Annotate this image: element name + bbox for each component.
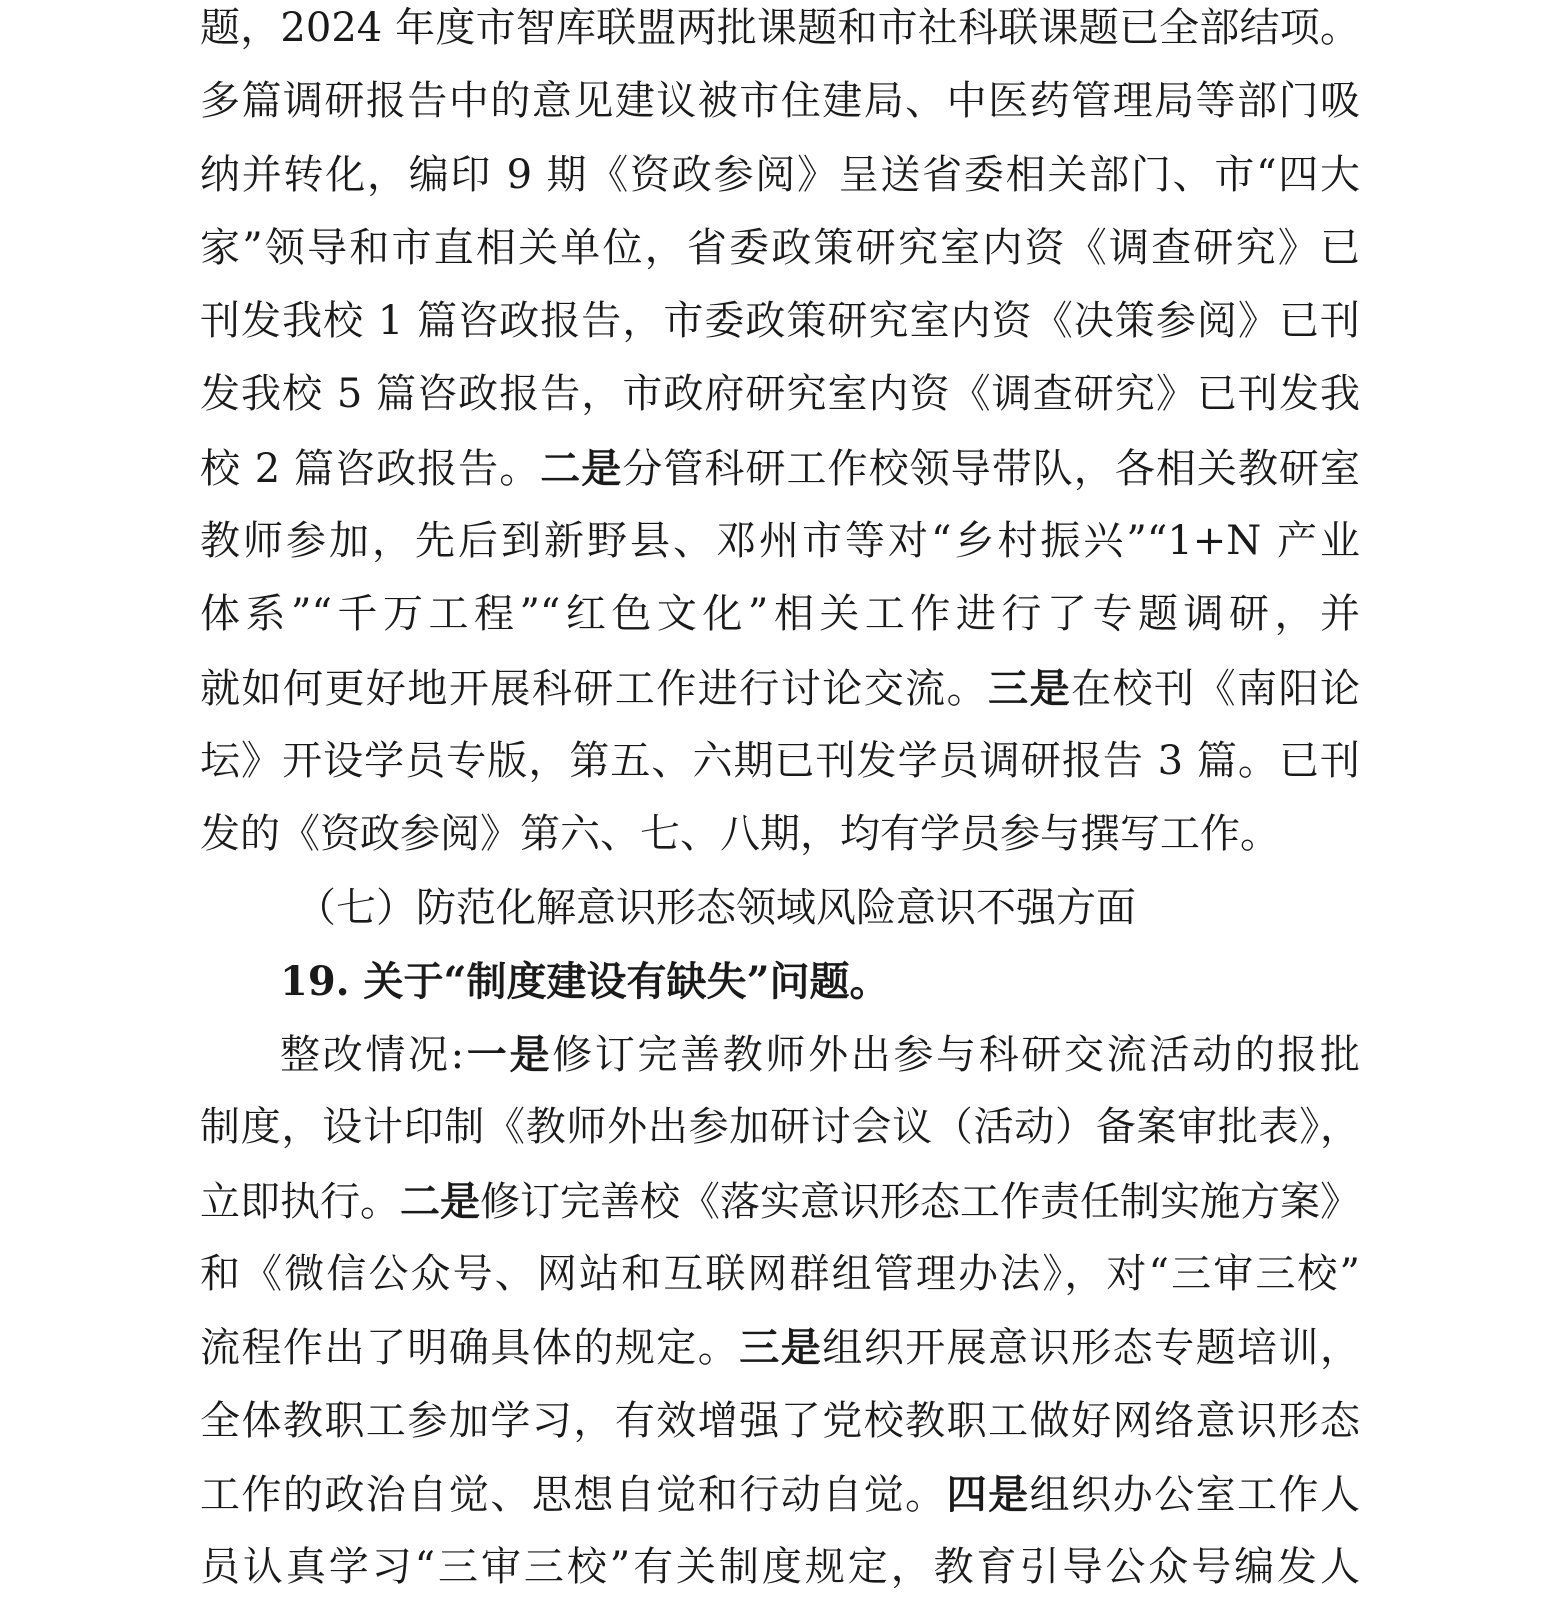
text-run: 校 2 篇咨政报告。 [200, 445, 541, 492]
text-line [200, 1458, 1360, 1531]
text-run: 流程作出了明确具体的规定。 [200, 1325, 740, 1372]
text-run: 组织办公室工作人 [1029, 1471, 1360, 1518]
text-line [200, 652, 1360, 725]
text-line: 多篇调研报告中的意见建议被市住建局、中医药管理局等部门吸 [200, 78, 1360, 125]
text-line: 题，2024 年度市智库联盟两批课题和市社科联课题已全部结项。 [200, 5, 1360, 51]
text-line: 家”领导和市直相关单位，省委政策研究室内资《调查研究》已 [200, 224, 1360, 271]
text-run: 立即执行。 [200, 1178, 400, 1225]
bold-marker: 一是 [464, 1031, 553, 1079]
text-line: 教师参加，先后到新野县、邓州市等对“乡村振兴”“1+N 产业 [200, 518, 1360, 565]
text-run: 工作的政治自觉、思想自觉和行动自觉。 [200, 1471, 947, 1518]
text-run: 修订完善教师外出参与科研交流活动的报批 [552, 1032, 1360, 1079]
bold-marker: 四是 [946, 1470, 1030, 1518]
text-line: 发我校 5 篇咨政报告，市政府研究室内资《调查研究》已刊发我 [200, 371, 1360, 418]
item-heading: 19. 关于“制度建设有缺失”问题。 [280, 957, 890, 1005]
text-line [200, 432, 1360, 505]
text-run: 组织开展意识形态专题培训， [822, 1325, 1360, 1372]
text-run: 整改情况: [280, 1032, 465, 1079]
text-run: 就如何更好地开展科研工作进行讨论交流。 [200, 665, 989, 712]
text-line: 发的《资政参阅》第六、七、八期，均有学员参与撰写工作。 [200, 811, 1280, 858]
text-run: 分管科研工作校领导带队，各相关教研室 [622, 445, 1360, 492]
bold-marker: 二是 [540, 444, 623, 492]
text-line [200, 1311, 1360, 1384]
text-line: 员认真学习“三审三校”有关制度规定，教育引导公众号编发人 [200, 1544, 1360, 1591]
text-line: 纳并转化，编印 9 期《资政参阅》呈送省委相关部门、市“四大 [200, 151, 1360, 198]
text-line: 制度，设计印制《教师外出参加研讨会议（活动）备案审批表》， [200, 1104, 1360, 1151]
document-body [200, 0, 1360, 1600]
text-line: 体系”“千万工程”“红色文化”相关工作进行了专题调研，并 [200, 591, 1360, 638]
text-run: 在校刊《南阳论 [1071, 665, 1360, 712]
section-heading: （七）防范化解意识形态领域风险意识不强方面 [296, 884, 1136, 931]
text-line: 刊发我校 1 篇咨政报告，市委政策研究室内资《决策参阅》已刊 [200, 298, 1360, 345]
bold-marker: 二是 [400, 1177, 480, 1225]
bold-marker: 三是 [739, 1324, 823, 1372]
bold-marker: 三是 [988, 664, 1072, 712]
text-line: 全体教职工参加学习，有效增强了党校教职工做好网络意识形态 [200, 1397, 1360, 1444]
text-line: 和《微信公众号、网站和互联网群组管理办法》，对“三审三校” [200, 1251, 1360, 1298]
text-line [200, 1018, 1360, 1091]
text-run: 修订完善校《落实意识形态工作责任制实施方案》 [480, 1178, 1360, 1225]
text-line: 坛》开设学员专版，第五、六期已刊发学员调研报告 3 篇。已刊 [200, 737, 1360, 784]
text-line [200, 1165, 1360, 1238]
